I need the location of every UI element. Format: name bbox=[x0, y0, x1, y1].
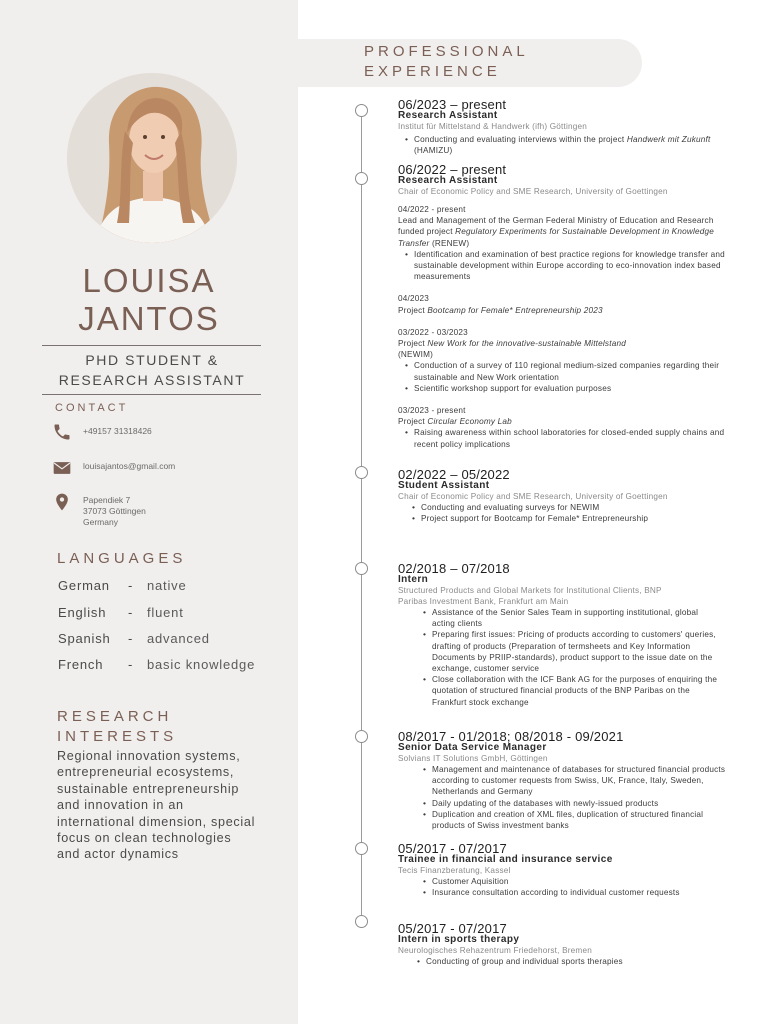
entry-bullets bbox=[402, 360, 732, 394]
timeline-node bbox=[355, 915, 368, 928]
entry-org: Institut für Mittelstand & Handwerk (ifh) Göttingen bbox=[398, 122, 588, 131]
project-text-italic: Circular Economy Lab bbox=[427, 417, 512, 427]
entry-org: Chair of Economic Policy and SME Research, University of Goettingen bbox=[398, 187, 668, 196]
timeline-node bbox=[355, 730, 368, 743]
bullet-item: • Conduction of a survey of 110 regional medium-sized companies regarding their sustainable and New Work orientation bbox=[402, 360, 732, 382]
name-first: LOUISA bbox=[82, 262, 216, 299]
bullet-text: Conducting and evaluating interviews within the project bbox=[414, 135, 627, 144]
profile-photo bbox=[67, 73, 237, 243]
project-text: Project bbox=[398, 305, 428, 315]
timeline-node bbox=[355, 172, 368, 185]
entry-bullets bbox=[402, 134, 738, 156]
bullet-item: • Raising awareness within school laboratories for closed-ended supply chains and recent policy implications bbox=[402, 427, 732, 449]
entry-bullets bbox=[414, 956, 734, 967]
experience-header-line1: PROFESSIONAL bbox=[364, 43, 529, 60]
entry-bullets bbox=[420, 607, 720, 708]
interests-text: Regional innovation systems, entrepreneurial ecosystems, sustainable entrepreneurship and innovation in an international dimension, special focus on clean technologies and actor dynamics bbox=[57, 749, 256, 862]
project-text: Project bbox=[398, 417, 428, 427]
bullet-item: • Insurance consultation according to individual customer requests bbox=[420, 887, 720, 898]
language-name: Spanish bbox=[58, 631, 111, 646]
address-line1: Papendiek 7 bbox=[83, 495, 131, 505]
language-dash: - bbox=[128, 605, 134, 620]
project-text: (RENEW) bbox=[429, 238, 470, 248]
language-dash: - bbox=[128, 631, 134, 646]
address-line3: Germany bbox=[83, 517, 118, 527]
entry-bullets bbox=[420, 764, 730, 831]
interests-title-line2: INTERESTS bbox=[57, 728, 178, 745]
email-address[interactable]: louisajantos@gmail.com bbox=[83, 461, 176, 471]
bullet-text: (HAMIZU) bbox=[414, 146, 453, 156]
divider bbox=[42, 394, 261, 395]
entry-title: Trainee in financial and insurance service bbox=[398, 854, 613, 865]
entry-date: 06/2022 – present bbox=[398, 162, 507, 177]
entry-bullets bbox=[402, 249, 732, 283]
bullet-item: • Close collaboration with the ICF Bank AG for the purposes of enquiring the quotation of structured financial products of the BNP Paribas on the Frankfurt stock exchange bbox=[420, 674, 720, 708]
entry-title: Research Assistant bbox=[398, 175, 498, 186]
entry-bullets bbox=[409, 502, 649, 524]
bullet-item: • Conducting and evaluating surveys for NEWIM bbox=[409, 502, 649, 513]
timeline-node bbox=[355, 104, 368, 117]
experience-entry bbox=[398, 163, 738, 450]
experience-entry bbox=[398, 562, 738, 708]
project-desc bbox=[398, 215, 738, 249]
language-level: fluent bbox=[147, 605, 184, 620]
bullet-item: • Assistance of the Senior Sales Team in supporting institutional, global acting clients bbox=[420, 607, 720, 629]
entry-title: Research Assistant bbox=[398, 110, 498, 121]
contact-title: CONTACT bbox=[55, 402, 129, 414]
envelope-icon bbox=[52, 458, 72, 478]
language-dash: - bbox=[128, 657, 134, 672]
project-text-italic: New Work for the innovative-sustainable Mittelstand bbox=[427, 339, 626, 349]
project-desc-cont: (NEWIM) bbox=[398, 350, 434, 360]
entry-org: Tecis Finanzberatung, Kassel bbox=[398, 866, 511, 875]
bullet-item: • Conducting of group and individual sports therapies bbox=[414, 956, 734, 967]
languages-title: LANGUAGES bbox=[57, 550, 187, 567]
language-dash: - bbox=[128, 578, 134, 593]
timeline-node bbox=[355, 466, 368, 479]
bullet-item: • Preparing first issues: Pricing of products according to customers' queries, drafting of products (Preparation of termsheets and Key Information Documents by PRIIP-standards), product support to the issue date on the exchange, customer service bbox=[420, 629, 720, 674]
bullet-text-italic: Handwerk mit Zukunft bbox=[626, 135, 711, 144]
entry-date: 05/2017 - 07/2017 bbox=[398, 841, 507, 856]
bullet-item: • Daily updating of the databases with newly-issued products bbox=[420, 798, 730, 809]
entry-date: 02/2018 – 07/2018 bbox=[398, 561, 510, 576]
entry-date: 05/2017 - 07/2017 bbox=[398, 921, 507, 936]
experience-entry bbox=[398, 98, 738, 156]
timeline-node bbox=[355, 842, 368, 855]
entry-title: Senior Data Service Manager bbox=[398, 742, 547, 753]
language-name: French bbox=[58, 657, 104, 672]
bullet-item: • Customer Aquisition bbox=[420, 876, 720, 887]
entry-bullets bbox=[402, 427, 732, 449]
bullet-item: • Duplication and creation of XML files, duplication of structured financial products of Swiss investment banks bbox=[420, 809, 730, 831]
entry-org: Structured Products and Global Markets for Institutional Clients, BNP Paribas Investment Bank, Frankfurt am Main bbox=[398, 586, 662, 606]
bullet-item: • Scientific workshop support for evaluation purposes bbox=[402, 383, 732, 394]
project-text-italic: Bootcamp for Female* Entrepreneurship 2023 bbox=[427, 305, 603, 315]
role-line1: PHD STUDENT & bbox=[85, 352, 219, 368]
project-date: 03/2023 - present bbox=[398, 406, 466, 416]
timeline-node bbox=[355, 562, 368, 575]
location-pin-icon bbox=[52, 492, 72, 512]
entry-title: Intern bbox=[398, 574, 429, 585]
project-date: 03/2022 - 03/2023 bbox=[398, 327, 468, 337]
language-name: English bbox=[58, 605, 107, 620]
language-level: basic knowledge bbox=[147, 657, 256, 672]
entry-title: Intern in sports therapy bbox=[398, 934, 520, 945]
phone-icon bbox=[52, 422, 72, 442]
bullet-item: • Management and maintenance of databases for structured financial products according to customer requests from Swiss, UK, France, Italy, Sweden, Netherlands and Germany bbox=[420, 764, 730, 798]
project-date: 04/2022 - present bbox=[398, 205, 466, 214]
experience-entry bbox=[398, 922, 738, 967]
project-desc bbox=[398, 338, 738, 349]
bullet-item: • Identification and examination of best practice regions for knowledge transfer and sustainable development within Europe according to eco-innovation index based measurements bbox=[402, 249, 732, 283]
entry-date: 08/2017 - 01/2018; 08/2018 - 09/2021 bbox=[398, 729, 624, 744]
divider bbox=[42, 345, 261, 346]
entry-org: Neurologisches Rehazentrum Friedehorst, Bremen bbox=[398, 946, 592, 955]
project-text-italic: Regulatory Experiments for Sustainable Development in Knowledge Transfer bbox=[398, 227, 714, 248]
experience-entry bbox=[398, 730, 738, 831]
timeline-line bbox=[361, 110, 362, 918]
project-desc bbox=[398, 416, 738, 427]
sidebar bbox=[0, 0, 298, 1024]
entry-bullets bbox=[420, 876, 720, 898]
role-line2: RESEARCH ASSISTANT bbox=[58, 372, 246, 388]
experience-header-line2: EXPERIENCE bbox=[364, 63, 501, 80]
project-date: 04/2023 bbox=[398, 294, 429, 304]
name-last: JANTOS bbox=[78, 300, 220, 337]
bullet-item: • Project support for Bootcamp for Female* Entrepreneurship bbox=[409, 513, 649, 524]
entry-org: Chair of Economic Policy and SME Research, University of Goettingen bbox=[398, 492, 668, 501]
language-level: native bbox=[147, 578, 187, 593]
experience-entry bbox=[398, 468, 738, 524]
entry-date: 06/2023 – present bbox=[398, 97, 507, 112]
experience-entry bbox=[398, 842, 738, 898]
interests-title-line1: RESEARCH bbox=[57, 708, 173, 725]
project-text: Project bbox=[398, 339, 428, 349]
address-line2: 37073 Göttingen bbox=[83, 506, 146, 516]
entry-date: 02/2022 – 05/2022 bbox=[398, 467, 510, 482]
language-name: German bbox=[58, 578, 110, 593]
bullet-item bbox=[402, 134, 738, 156]
entry-org: Solvians IT Solutions GmbH, Göttingen bbox=[398, 754, 548, 763]
phone-number[interactable]: +49157 31318426 bbox=[83, 426, 152, 436]
experience-header bbox=[364, 42, 529, 82]
entry-title: Student Assistant bbox=[398, 480, 490, 491]
project-desc bbox=[398, 305, 738, 316]
language-level: advanced bbox=[147, 631, 210, 646]
project-text: Lead and Management of the German Federal Ministry of Education and Research funded project bbox=[398, 216, 714, 237]
